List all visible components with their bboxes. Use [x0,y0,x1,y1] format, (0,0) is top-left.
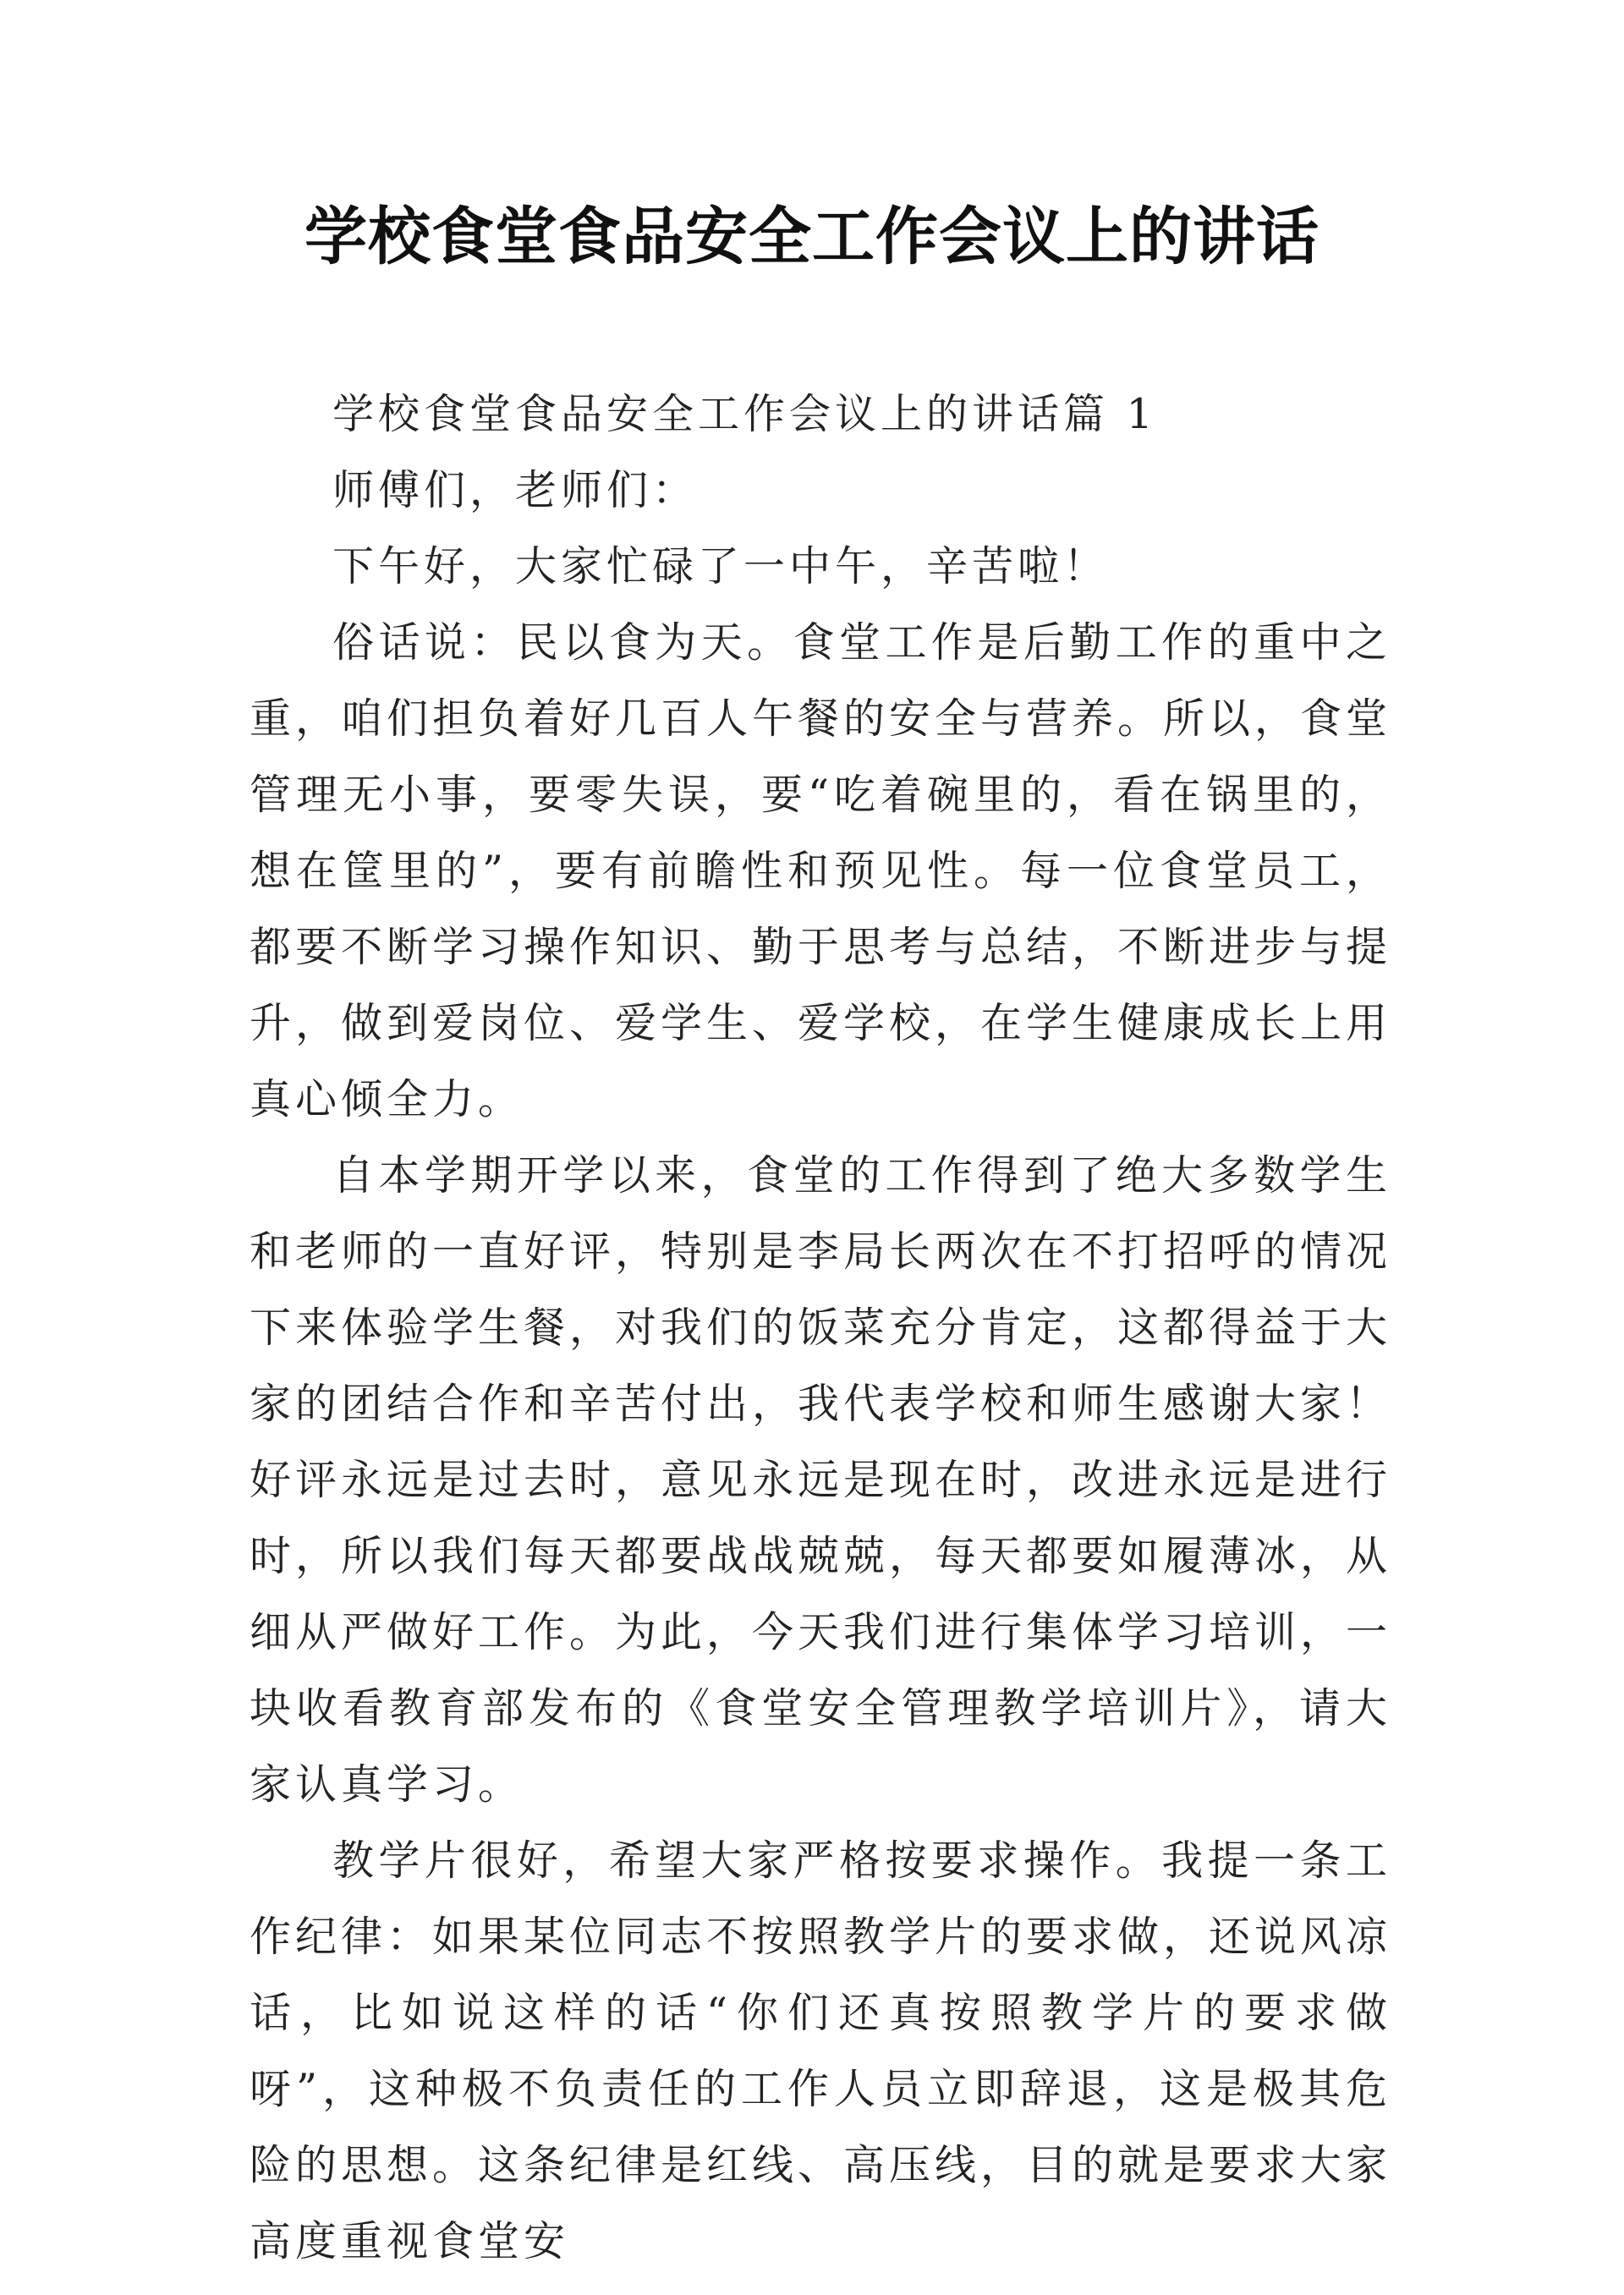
paragraph: 俗话说：民以食为天。食堂工作是后勤工作的重中之重，咱们担负着好几百人午餐的安全与营养。所以，食堂管理无小事，要零失误，要“吃着碗里的，看在锅里的，想在筐里的”，要有前瞻性和预见性。每一位食堂员工，都要不断学习操作知识、勤于思考与总结，不断进步与提升，做到爱岗位、爱学生、爱学校，在学生健康成长上用真心倾全力。 [250,618,1392,1123]
greeting: 下午好，大家忙碌了一中午，辛苦啦！ [332,542,1110,590]
salutation: 师傅们，老师们： [332,466,699,514]
document-title: 学校食堂食品安全工作会议上的讲话 [304,200,1320,273]
section-heading: 学校食堂食品安全工作会议上的讲话篇 1 [332,390,1157,438]
paragraph: 教学片很好，希望大家严格按要求操作。我提一条工作纪律：如果某位同志不按照教学片的要求做，还说风凉话，比如说这样的话“你们还真按照教学片的要求做呀”，这种极不负责任的工作人员立即辞退，这是极其危险的思想。这条纪律是红线、高压线，目的就是要求大家高度重视食堂安 [250,1837,1392,2265]
document-body [250,376,1391,2280]
paragraph: 自本学期开学以来，食堂的工作得到了绝大多数学生和老师的一直好评，特别是李局长两次在不打招呼的情况下来体验学生餐，对我们的饭菜充分肯定，这都得益于大家的团结合作和辛苦付出，我代表学校和师生感谢大家！好评永远是过去时，意见永远是现在时，改进永远是进行时，所以我们每天都要战战兢兢，每天都要如履薄冰，从细从严做好工作。为此，今天我们进行集体学习培训，一块收看教育部发布的《食堂安全管理教学培训片》，请大家认真学习。 [250,1151,1392,1809]
